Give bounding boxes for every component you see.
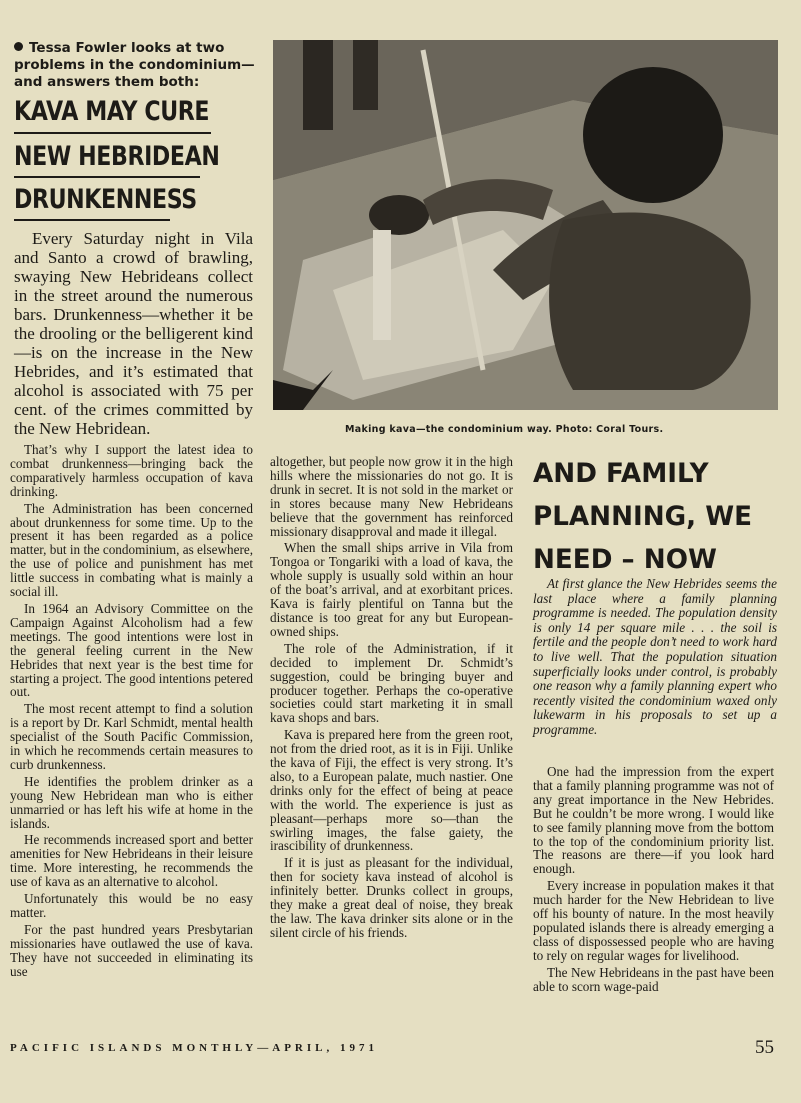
article-column-1 <box>10 443 253 982</box>
paragraph: He identifies the problem drinker as a young New Hebridean man who is either unmarried or has left his wife at home in the islands. <box>10 773 253 831</box>
paragraph: That’s why I support the latest idea to combat drunkenness—bringing back the comparatively harmless occupation of kava drinking. <box>10 442 253 499</box>
paragraph: If it is just as pleasant for the individual, then for society kava instead of alcohol is infinitely better. Drunks collect in groups, they make a great deal of noise, they break the law. The kava drinker sits alone or in the silent circle of his friends. <box>270 855 513 940</box>
second-headline-line-1: AND FAMILY <box>533 458 709 489</box>
lead-paragraph <box>14 229 253 438</box>
paragraph: He recommends increased sport and better amenities for New Hebrideans in their leisure time. More interesting, he recommends the use of kava as an alternative to alcohol. <box>10 832 253 890</box>
headline-rule <box>14 219 170 221</box>
footer-publication: PACIFIC ISLANDS MONTHLY—APRIL, 1971 <box>10 1042 378 1054</box>
article-column-3 <box>533 765 774 997</box>
standfirst-text: At first glance the New Hebrides seems the last place where a family planning programme is needed. The population density is only 14 per square mile . . . the soil is fertile and the people don’t need to work hard to live well. That the population situation superficially looks under control, is probably one reason why a family planning expert who recently visited the condominium waxed only lukewarm in his proposals to set up a programme. <box>533 576 777 737</box>
paragraph: Unfortunately this would be no easy matter. <box>10 891 253 920</box>
lead-text: Every Saturday night in Vila and Santo a crowd of brawling, swaying New Hebrideans collect in the street around the numerous bars. Drunkenness—whether it be the drooling or the belligerent kind—is on the increase in the New Hebrides, and it’s estimated that alcohol is associated with 75 per cent. of the crimes committed by the New Hebridean. <box>14 229 253 438</box>
kava-photo <box>273 40 778 410</box>
headline-rule <box>14 176 200 178</box>
kava-photo-image <box>273 40 778 410</box>
second-headline-line-3: NEED – NOW <box>533 544 717 575</box>
headline-line-2: NEW HEBRIDEAN <box>14 141 220 172</box>
article-column-2 <box>270 455 513 943</box>
second-headline-line-2: PLANNING, WE <box>533 501 753 532</box>
headline-rule <box>14 132 211 134</box>
paragraph: altogether, but people now grow it in the high hills where the missionaries do not go. It is drunk in secret. It is not sold in the market or in stores because many New Hebrideans believe that the government has reinforced missionary disapproval and made it illegal. <box>270 454 513 539</box>
photo-caption: Making kava—the condominium way. Photo: Coral Tours. <box>345 424 664 435</box>
intro-text: Tessa Fowler looks at two problems in the condominium—and answers them both: <box>14 40 255 90</box>
paragraph: The role of the Administration, if it decided to implement Dr. Schmidt’s suggestion, could be bringing buyer and producer together. Perhaps the co-operative societies could start marketing it in small kava shops and bars. <box>270 640 513 726</box>
paragraph: In 1964 an Advisory Committee on the Campaign Against Alcoholism had a few meetings. The good intentions were lost in the general feeling current in the New Hebrides that next year is the best time for starting a project. The good intentions petered out. <box>10 600 253 700</box>
paragraph: The Administration has been concerned about drunkenness for some time. Up to the present it has been regarded as a police matter, but in the condominium, as elsewhere, the use of police and punishment has met little success in combating what is mainly a social ill. <box>10 500 254 600</box>
page-number: 55 <box>755 1037 774 1058</box>
paragraph: Every increase in population makes it that much harder for the New Hebridean to live off his bounty of nature. In the most heavily populated islands there is already emerging a class of dispossessed people who are having to rely on regular wages for livelihood. <box>533 878 774 963</box>
headline-line-1: KAVA MAY CURE <box>14 96 210 127</box>
headline-line-3: DRUNKENNESS <box>14 184 197 215</box>
paragraph: Kava is prepared here from the green root, not from the dried root, as it is in Fiji. Unlike the kava of Fiji, the effect is very strong. It’s also, to a European palate, much nastier. One drinks only for the effect of being at peace with the world. The experience is just as pleasant—perhaps more so—than the swirling images, the false gaiety, the irascibility of drunkenness. <box>270 727 513 854</box>
paragraph: The New Hebrideans in the past have been able to scorn wage-paid <box>533 964 774 994</box>
second-headline <box>533 452 783 581</box>
intro-byline <box>14 40 266 91</box>
bullet-icon <box>14 42 23 51</box>
paragraph: One had the impression from the expert that a family planning programme was not of any great importance in the New Hebrides. But he couldn’t be more wrong. I would like to see family planning move from the bottom to the top of the condominium priority list. The reasons are there—if you look hard enough. <box>533 764 774 877</box>
standfirst <box>533 577 777 738</box>
paragraph: The most recent attempt to find a solution is a report by Dr. Karl Schmidt, mental health specialist of the South Pacific Commission, in which he recommends certain measures to curb drunkenness. <box>10 701 253 772</box>
paragraph: For the past hundred years Presbytarian missionaries have outlawed the use of kava. They have not succeeded in eliminating its use <box>10 921 253 979</box>
paragraph: When the small ships arrive in Vila from Tongoa or Tongariki with a load of kava, the whole supply is usually sold within an hour of the boat’s arrival, and at exorbitant prices. Kava is fairly plentiful on Tanna but the distance is too great for any but European-owned ships. <box>270 540 513 639</box>
